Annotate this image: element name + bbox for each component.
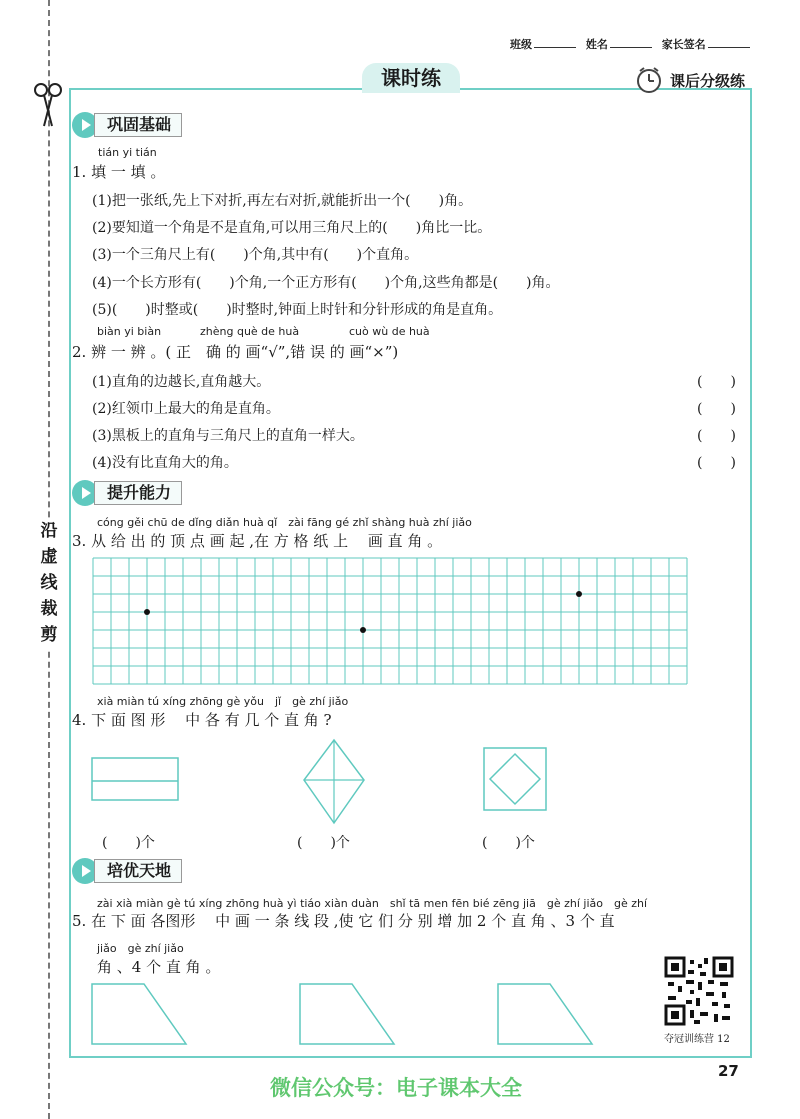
q2-answer-box[interactable]: ( ) — [697, 455, 736, 471]
q5-pinyin: jiǎo gè zhí jiǎo — [97, 942, 184, 955]
shape-trapezoid[interactable] — [90, 982, 190, 1048]
section-label: 培优天地 — [94, 859, 182, 883]
class-label: 班级 — [510, 38, 532, 51]
q2-pinyin: cuò wù de huà — [349, 325, 430, 338]
q1-item: (5)( )时整或( )时整时,钟面上时针和分针形成的角是直角。 — [92, 302, 503, 318]
shape-rectangle[interactable] — [90, 754, 182, 804]
q1-title: 1. 填 一 填 。 — [72, 163, 166, 181]
q3-title: 3. 从 给 出 的 顶 点 画 起 ,在 方 格 纸 上 画 直 角 。 — [72, 532, 443, 550]
vertex-dot[interactable] — [576, 591, 582, 597]
q1-item: (2)要知道一个角是不是直角,可以用三角尺上的( )角比一比。 — [92, 220, 492, 236]
q2-item: (3)黑板上的直角与三角尺上的直角一样大。 — [92, 428, 364, 444]
section-label: 提升能力 — [94, 481, 182, 505]
q4-title: 4. 下 面 图 形 中 各 有 几 个 直 角 ? — [72, 711, 332, 729]
page-title: 课时练 — [362, 63, 460, 93]
shape-kite[interactable] — [298, 738, 370, 826]
shape-square-diamond[interactable] — [482, 746, 548, 812]
q5-title: 5. 在 下 面 各图形 中 画 一 条 线 段 ,使 它 们 分 别 增 加 2 个 直 角 、3 个 直 — [72, 912, 615, 930]
vertex-dot[interactable] — [360, 627, 366, 633]
wechat-footer: 微信公众号：电子课本大全 — [270, 1076, 522, 1100]
q4-answer[interactable]: ( )个 — [482, 835, 535, 851]
parent-sign-label: 家长签名 — [661, 38, 706, 51]
shape-trapezoid[interactable] — [298, 982, 398, 1048]
q4-answer[interactable]: ( )个 — [297, 835, 350, 851]
q5-pinyin: zài xià miàn gè tú xíng zhōng huà yì tiáo xiàn duàn shǐ tā men fēn bié zēng jiā gè zhí jiǎo gè zhí — [97, 897, 648, 910]
clock-icon — [634, 65, 664, 95]
q1-item: (3)一个三角尺上有( )个角,其中有( )个直角。 — [92, 247, 419, 263]
q2-answer-box[interactable]: ( ) — [697, 428, 736, 444]
cut-text: 沿虚线裁剪 — [38, 518, 60, 648]
q4-answer[interactable]: ( )个 — [102, 835, 155, 851]
page-subtitle: 课后分级练 — [670, 72, 746, 90]
q1-pinyin: tián yi tián — [98, 146, 157, 159]
shape-trapezoid[interactable] — [496, 982, 596, 1048]
grid-paper[interactable] — [92, 557, 692, 685]
q1-item: (4)一个长方形有( )个角,一个正方形有( )个角,这些角都是( )角。 — [92, 275, 560, 291]
q5-title-cont: 角 、4 个 直 角 。 — [97, 958, 221, 976]
class-blank[interactable] — [534, 37, 576, 48]
q2-item: (2)红领巾上最大的角是直角。 — [92, 401, 280, 417]
q2-title: 2. 辨 一 辨 。( 正 确 的 画“√”,错 误 的 画“×”) — [72, 343, 399, 361]
q1-item: (1)把一张纸,先上下对折,再左右对折,就能折出一个( )角。 — [92, 193, 473, 209]
qr-label: 夺冠训练营 12 — [664, 1034, 730, 1045]
q4-pinyin: xià miàn tú xíng zhōng gè yǒu jǐ gè zhí jiǎo — [97, 695, 349, 708]
q2-pinyin: zhèng què de huà — [200, 325, 300, 338]
student-info — [510, 36, 756, 52]
q2-item: (1)直角的边越长,直角越大。 — [92, 374, 271, 390]
q2-answer-box[interactable]: ( ) — [697, 401, 736, 417]
section-label: 巩固基础 — [94, 113, 182, 137]
q2-item: (4)没有比直角大的角。 — [92, 455, 238, 471]
vertex-dot[interactable] — [144, 609, 150, 615]
qr-code-image — [664, 956, 734, 1026]
parent-sign-blank[interactable] — [708, 37, 750, 48]
scissors-icon — [33, 82, 63, 128]
q3-pinyin: cóng gěi chū de dǐng diǎn huà qǐ zài fāng gé zhǐ shàng huà zhí jiǎo — [97, 516, 472, 529]
page-number: 27 — [718, 1062, 739, 1080]
q2-answer-box[interactable]: ( ) — [697, 374, 736, 390]
q2-pinyin: biàn yi biàn — [97, 325, 162, 338]
name-label: 姓名 — [585, 38, 608, 51]
name-blank[interactable] — [610, 37, 652, 48]
